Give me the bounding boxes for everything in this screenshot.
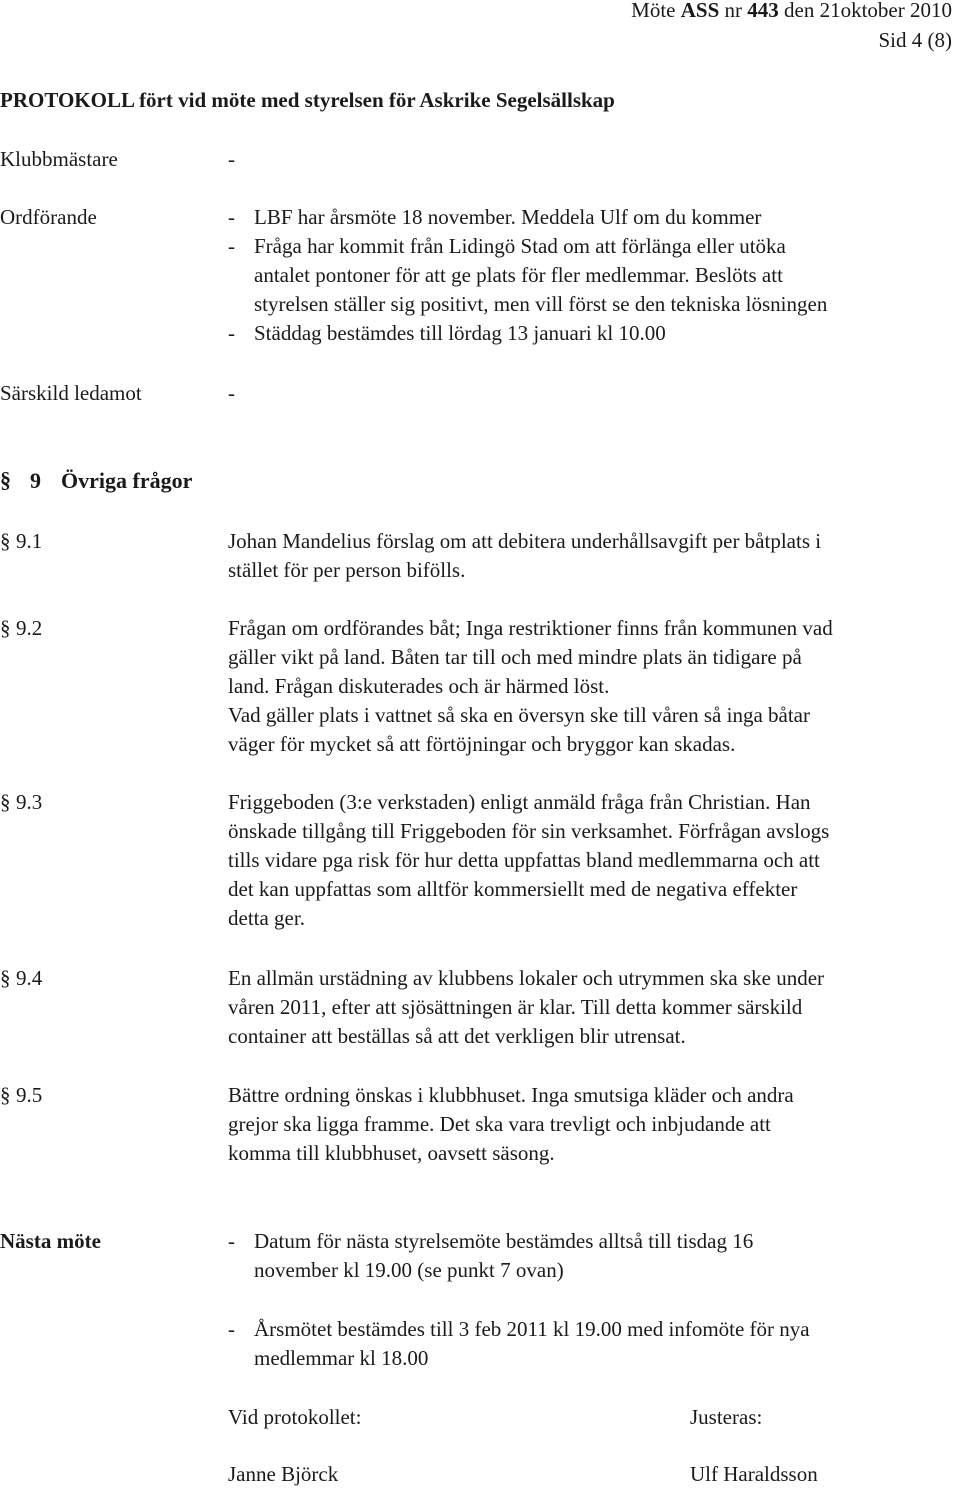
item-line: Frågan om ordförandes båt; Inga restriktioner finns från kommunen vad: [228, 616, 833, 640]
section-number: 9: [30, 468, 41, 493]
item-number: [0, 964, 42, 993]
item-line: tills vidare pga risk för hur detta uppfattas bland medlemmarna och att: [228, 848, 820, 872]
next-meeting-label: Nästa möte: [0, 1229, 101, 1253]
item-line: det kan uppfattas som alltför kommersiellt med de negativa effekter: [228, 877, 798, 901]
meeting-number: 443: [747, 0, 779, 22]
item-number-text: 9.2: [16, 616, 43, 640]
item-line: Vad gäller plats i vattnet så ska en översyn ske till våren så inga båtar: [228, 703, 810, 727]
bullet-line: november kl 19.00 (se punkt 7 ovan): [254, 1258, 564, 1282]
meeting-nr-label: nr: [724, 0, 743, 22]
item-line: önskade tillgång till Friggeboden för sin verksamhet. Förfrågan avslogs: [228, 819, 830, 843]
item-line: En allmän urstädning av klubbens lokaler och utrymmen ska ske under: [228, 966, 825, 990]
item-number-text: 9.3: [16, 790, 43, 814]
item-line: våren 2011, efter att sjösättningen är klar. Till detta kommer särskild: [228, 995, 803, 1019]
section-sign-icon: [0, 618, 16, 638]
bullet-dash: -: [228, 234, 235, 258]
section-sign-icon: [0, 1085, 16, 1105]
section-heading: [0, 466, 192, 495]
next-meeting-bullets: [228, 1227, 960, 1377]
item-text: [228, 527, 960, 585]
svg-text:§: §: [0, 792, 11, 812]
item-text: [228, 964, 960, 1051]
item-line: land. Frågan diskuterades och är härmed löst.: [228, 674, 610, 698]
item-line: Johan Mandelius förslag om att debitera underhållsavgift per båtplats i: [228, 529, 822, 553]
justeras-label: Justeras:: [690, 1405, 763, 1429]
item-number: [0, 527, 42, 556]
bullet-text: [254, 319, 960, 348]
bullet-text: [254, 203, 960, 232]
role-label-sarskild: Särskild ledamot: [0, 381, 142, 405]
justeras-name: Ulf Haraldsson: [690, 1462, 818, 1486]
bullet-text: [254, 1315, 960, 1373]
item-line: grejor ska ligga framme. Det ska vara trevligt och inbjudande att: [228, 1112, 771, 1136]
item-line: Friggeboden (3:e verkstaden) enligt anmäld fråga från Christian. Han: [228, 790, 811, 814]
section-sign-icon: [0, 470, 16, 490]
item-number-text: 9.5: [16, 1083, 43, 1107]
item-text: [228, 1081, 960, 1168]
svg-text:§: §: [0, 470, 11, 490]
bullet-text: [254, 232, 960, 319]
meeting-prefix: Möte: [631, 0, 676, 22]
protokoll-label: Vid protokollet:: [228, 1405, 362, 1429]
bullet-line: antalet pontoner för att ge plats för fler medlemmar. Beslöts att: [254, 263, 783, 287]
item-number-text: 9.1: [16, 529, 43, 553]
section-sign-icon: [0, 968, 16, 988]
svg-text:§: §: [0, 968, 11, 988]
svg-text:§: §: [0, 1085, 11, 1105]
bullet-line: styrelsen ställer sig positivt, men vill först se den tekniska lösningen: [254, 292, 828, 316]
bullet-line: Fråga har kommit från Lidingö Stad om att förlänga eller utöka: [254, 234, 786, 258]
bullet-line: Städdag bestämdes till lördag 13 januari kl 10.00: [254, 321, 666, 345]
bullet-line: medlemmar kl 18.00: [254, 1346, 429, 1370]
role-label-ordforande: Ordförande: [0, 205, 97, 229]
item-line: stället för per person bifölls.: [228, 558, 466, 582]
bullet-dash: -: [228, 205, 235, 229]
item-number: [0, 788, 42, 817]
bullet-dash: -: [228, 1317, 235, 1341]
item-line: gäller vikt på land. Båten tar till och med mindre plats än tidigare på: [228, 645, 802, 669]
role-dash-klubbmastare: -: [228, 147, 235, 171]
meeting-header: [631, 0, 952, 25]
item-number-text: 9.4: [16, 966, 43, 990]
bullet-line: Årsmötet bestämdes till 3 feb 2011 kl 19.00 med infomöte för nya: [254, 1317, 810, 1341]
meeting-date: den 21oktober 2010: [784, 0, 952, 22]
item-line: container att beställas så att det verkligen blir utrensat.: [228, 1024, 686, 1048]
item-line: detta ger.: [228, 906, 305, 930]
bullet-line: LBF har årsmöte 18 november. Meddela Ulf om du kommer: [254, 205, 762, 229]
role-label-klubbmastare: Klubbmästare: [0, 147, 118, 171]
ordforande-bullets: [228, 203, 960, 353]
page-number: Sid 4 (8): [878, 28, 952, 52]
bullet-dash: -: [228, 1229, 235, 1253]
protokoll-name: Janne Björck: [228, 1462, 339, 1486]
document-title: PROTOKOLL fört vid möte med styrelsen för Askrike Segelsällskap: [0, 88, 615, 112]
svg-text:§: §: [0, 618, 11, 638]
section-sign-icon: [0, 531, 16, 551]
section-sign-icon: [0, 792, 16, 812]
item-line: väger för mycket så att förtöjningar och bryggor kan skadas.: [228, 732, 736, 756]
role-dash-sarskild: -: [228, 381, 235, 405]
bullet-dash: -: [228, 321, 235, 345]
item-line: komma till klubbhuset, oavsett säsong.: [228, 1141, 555, 1165]
bullet-text: [254, 1227, 960, 1285]
item-text: [228, 614, 960, 759]
svg-text:§: §: [0, 531, 11, 551]
item-number: [0, 1081, 42, 1110]
bullet-line: Datum för nästa styrelsemöte bestämdes alltså till tisdag 16: [254, 1229, 754, 1253]
meeting-org: ASS: [680, 0, 720, 22]
item-text: [228, 788, 960, 933]
item-number: [0, 614, 42, 643]
item-line: Bättre ordning önskas i klubbhuset. Inga smutsiga kläder och andra: [228, 1083, 794, 1107]
section-title: Övriga frågor: [61, 468, 193, 493]
